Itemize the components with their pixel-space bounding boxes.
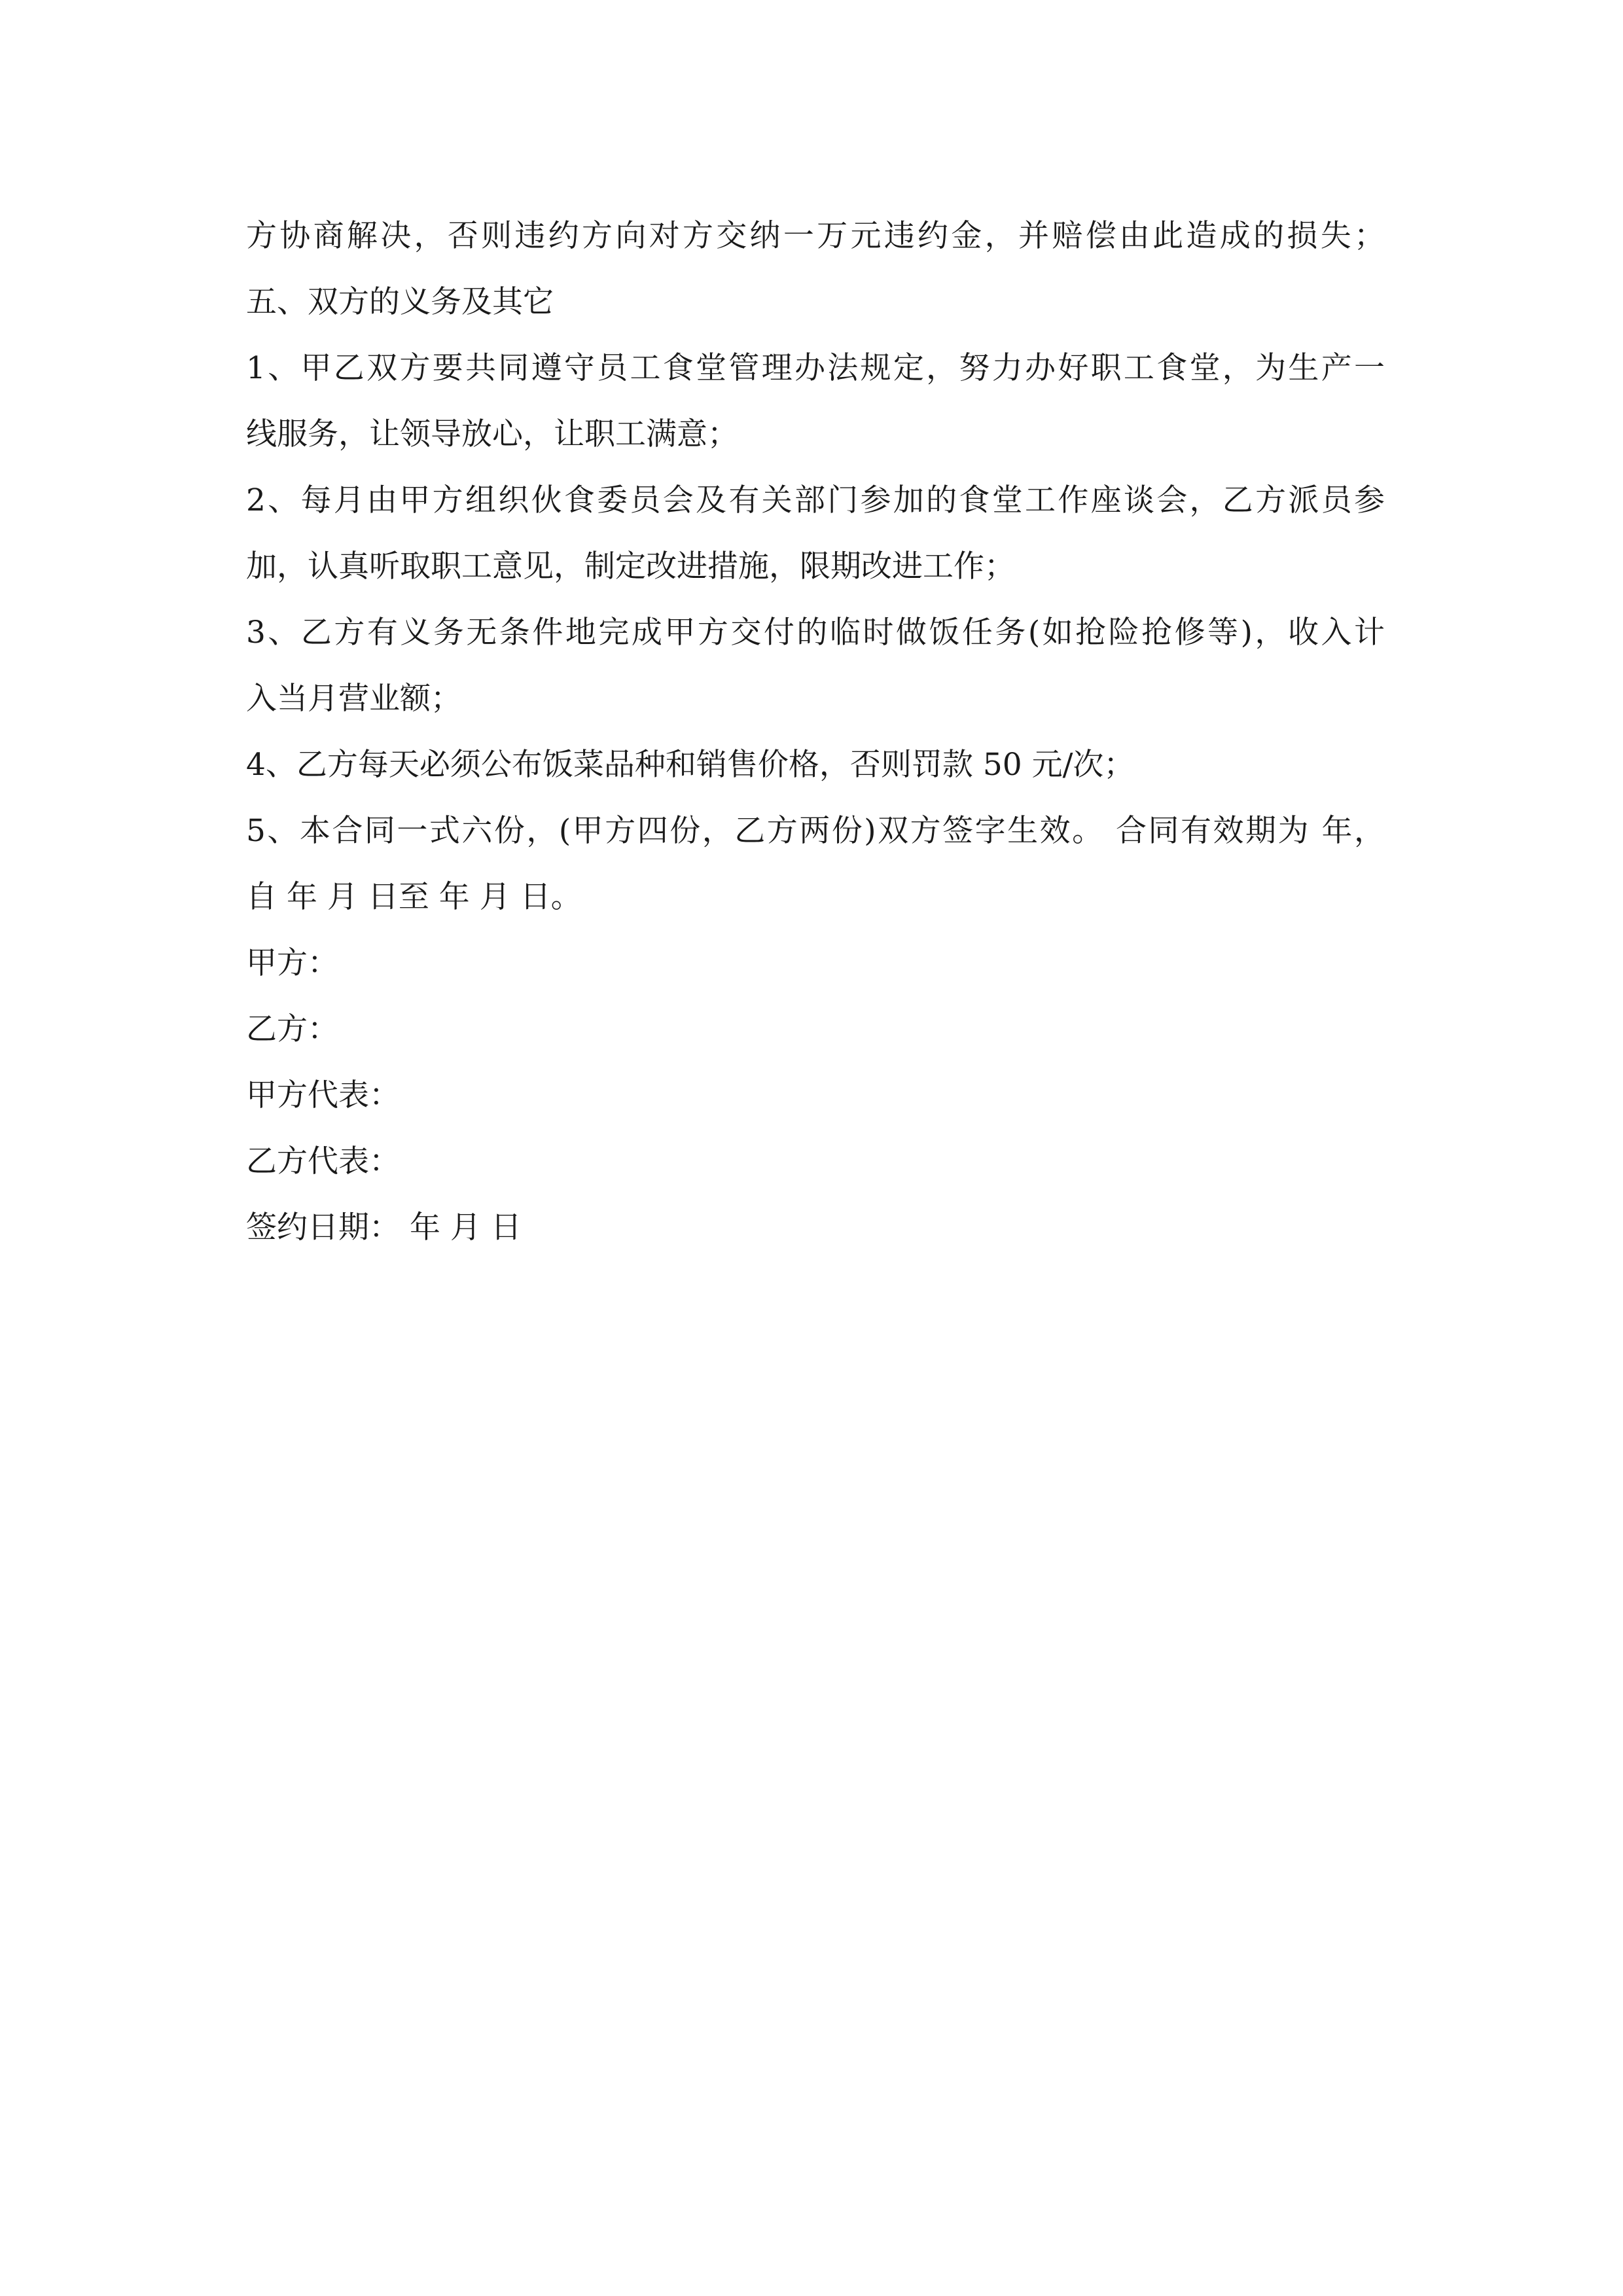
clause-1-line-2: 线服务，让领导放心，让职工满意； — [246, 416, 738, 452]
signing-date: 签约日期： 年 月 日 — [246, 1210, 522, 1246]
clause-1-line-1: 1、甲乙双方要共同遵守员工食堂管理办法规定，努力办好职工食堂，为生产一 — [246, 350, 1385, 386]
clause-5-line-1: 5、本合同一式六份，(甲方四份，乙方两份)双方签字生效。 合同有效期为 年， — [246, 813, 1385, 849]
paragraph-line-liquidated-damages: 方协商解决，否则违约方向对方交纳一万元违约金，并赔偿由此造成的损失； — [246, 218, 1385, 254]
clause-3-line-1: 3、乙方有义务无条件地完成甲方交付的临时做饭任务(如抢险抢修等)，收入计 — [246, 615, 1385, 651]
signature-party-b-representative: 乙方代表： — [246, 1143, 400, 1179]
clause-4: 4、乙方每天必须公布饭菜品种和销售价格，否则罚款 50 元/次； — [246, 747, 1135, 783]
signature-party-a-representative: 甲方代表： — [246, 1077, 400, 1113]
signature-party-b: 乙方： — [246, 1011, 338, 1047]
clause-3-line-2: 入当月营业额； — [246, 681, 461, 717]
section-heading-obligations: 五、双方的义务及其它 — [246, 284, 554, 320]
clause-2-line-2: 加，认真听取职工意见，制定改进措施，限期改进工作； — [246, 548, 1015, 584]
clause-5-line-2: 自 年 月 日至 年 月 日。 — [246, 879, 582, 915]
signature-party-a: 甲方： — [246, 945, 338, 981]
clause-2-line-1: 2、每月由甲方组织伙食委员会及有关部门参加的食堂工作座谈会，乙方派员参 — [246, 482, 1385, 518]
contract-body — [246, 203, 1385, 1261]
